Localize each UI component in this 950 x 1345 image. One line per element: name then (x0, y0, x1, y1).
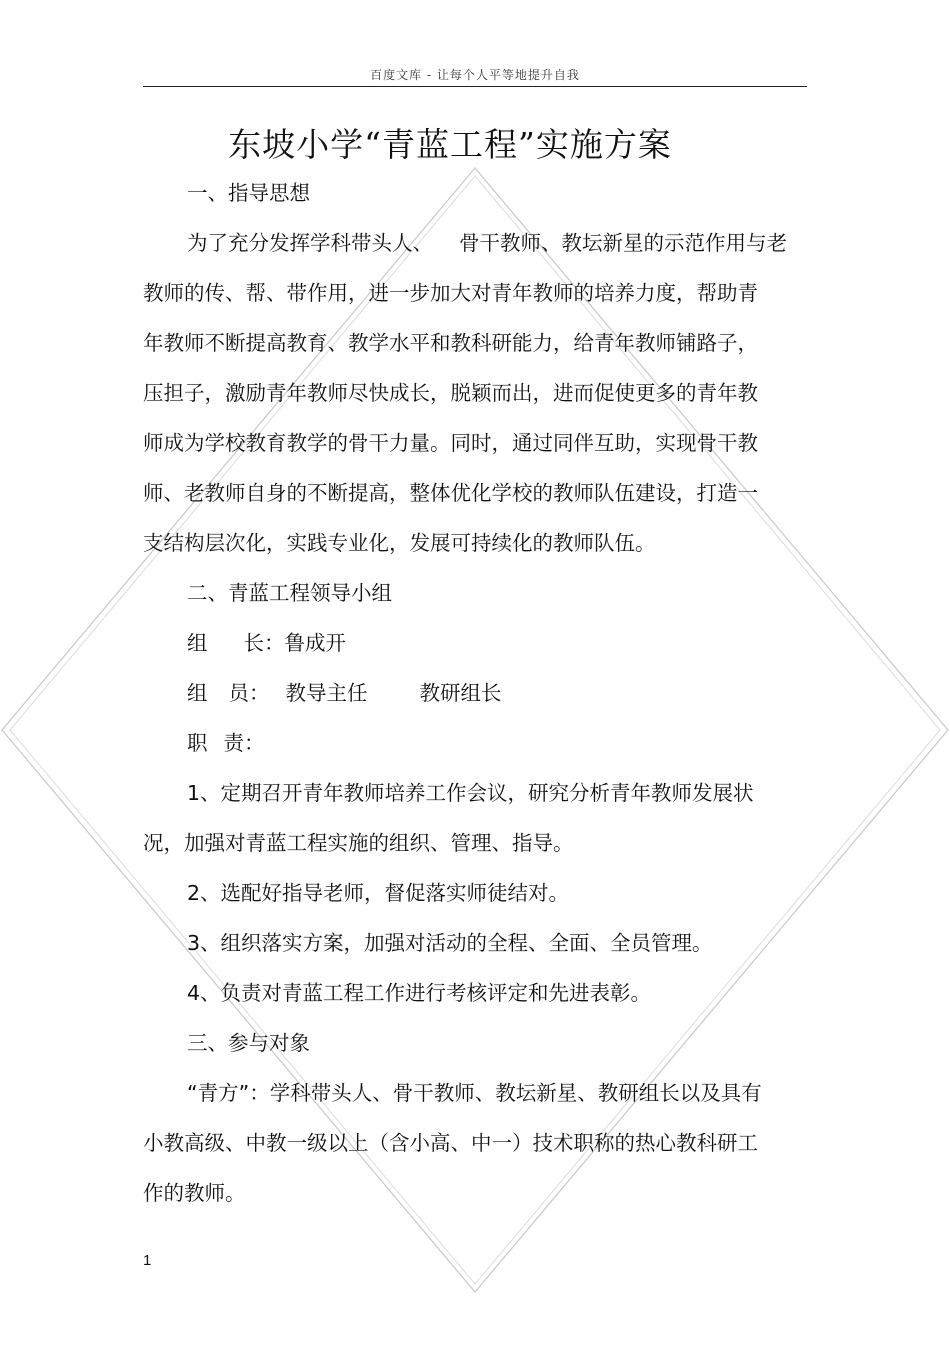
duty-item-continued: 况，加强对青蓝工程实施的组织、管理、指导。 (143, 831, 574, 855)
paragraph-line: 年教师不断提高教育、教学水平和教科研能力，给青年教师铺路子， (143, 331, 758, 355)
member-name: 教研组长 (419, 681, 502, 705)
section-heading-1: 一、指导思想 (187, 181, 310, 205)
duty-item: 4、负责对青蓝工程工作进行考核评定和先进表彰。 (187, 981, 652, 1005)
paragraph-line: “青方”：学科带头人、骨干教师、教坛新星、教研组长以及具有 (187, 1081, 762, 1105)
member-label: 员： (228, 681, 270, 705)
members-row (187, 680, 502, 706)
section-heading-2: 二、青蓝工程领导小组 (187, 581, 392, 605)
paragraph-line (187, 230, 787, 256)
leader-label: 长： (243, 631, 285, 655)
document-title: 东坡小学“青蓝工程”实施方案 (228, 125, 672, 164)
paragraph-text: 骨干教师、教坛新星的示范作用与老 (459, 231, 787, 255)
paragraph-line: 作的教师。 (143, 1181, 246, 1205)
leader-name: 鲁成开 (284, 631, 346, 655)
duty-item: 1、定期召开青年教师培养工作会议，研究分析青年教师发展状 (187, 781, 754, 805)
duty-label: 职 (187, 731, 208, 755)
member-name: 教导主任 (285, 681, 368, 705)
header-divider (143, 86, 807, 87)
paragraph-text: 为了充分发挥学科带头人、 (187, 231, 433, 255)
paragraph-line: 教师的传、帮、带作用，进一步加大对青年教师的培养力度，帮助青 (143, 281, 758, 305)
leader-row (187, 630, 346, 656)
page-number: 1 (143, 1252, 152, 1269)
leader-label: 组 (187, 631, 208, 655)
duties-label-row (187, 730, 265, 756)
paragraph-line: 师成为学校教育教学的骨干力量。同时，通过同伴互助，实现骨干教 (143, 431, 758, 455)
paragraph-line: 支结构层次化，实践专业化，发展可持续化的教师队伍。 (143, 531, 656, 555)
section-heading-3: 三、参与对象 (187, 1031, 310, 1055)
duty-item: 3、组织落实方案，加强对活动的全程、全面、全员管理。 (187, 931, 713, 955)
paragraph-line: 小教高级、中教一级以上（含小高、中一）技术职称的热心教科研工 (143, 1131, 758, 1155)
paragraph-line: 师、老教师自身的不断提高，整体优化学校的教师队伍建设，打造一 (143, 481, 758, 505)
duty-item: 2、选配好指导老师，督促落实师徒结对。 (187, 881, 570, 905)
duty-label: 责： (223, 731, 265, 755)
page-header: 百度文库 - 让每个人平等地提升自我 (370, 68, 580, 82)
paragraph-line: 压担子，激励青年教师尽快成长，脱颖而出，进而促使更多的青年教 (143, 381, 758, 405)
member-label: 组 (187, 681, 208, 705)
